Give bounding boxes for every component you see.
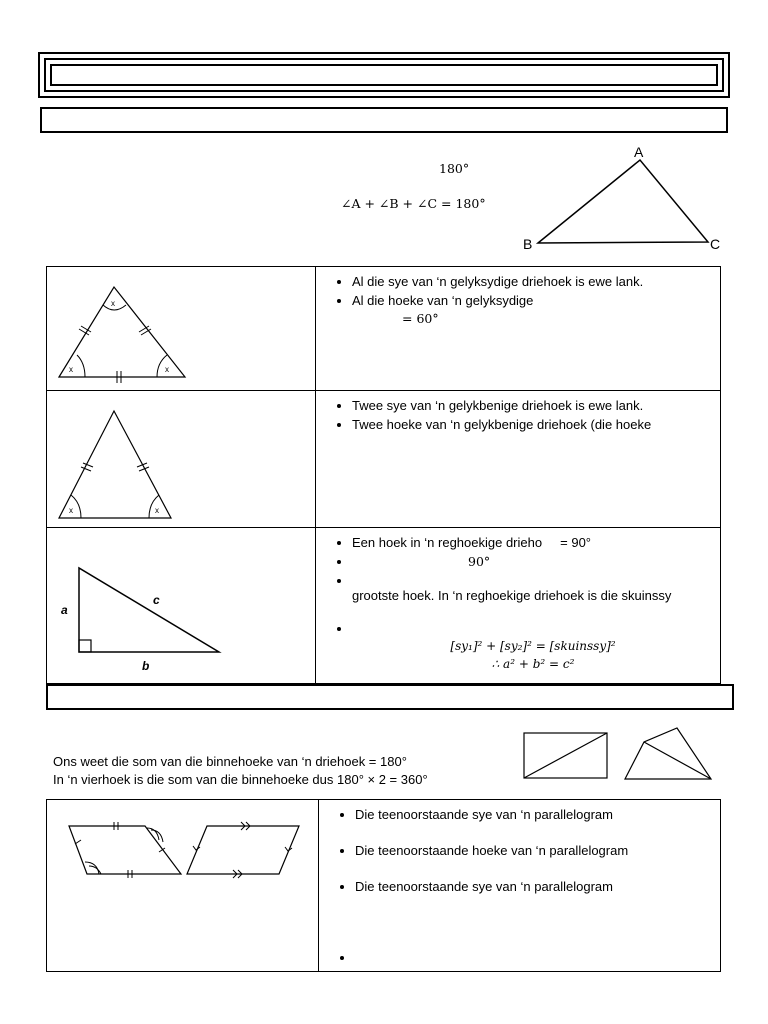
side-c-label: c bbox=[153, 593, 160, 607]
parallelogram-bullet-4 bbox=[355, 948, 720, 967]
triangle-abc-diagram bbox=[518, 142, 728, 254]
table-row-parallelogram bbox=[47, 800, 721, 972]
parallelogram-properties-cell bbox=[319, 800, 721, 972]
pythagoras-formula: ∴ a² + b² = c² bbox=[491, 657, 575, 671]
right-angle-value: 90° bbox=[468, 554, 491, 569]
right-angle-marker bbox=[79, 640, 91, 652]
equilateral-angle-value: = 60° bbox=[402, 311, 439, 326]
angle-sum-label: 180° bbox=[439, 161, 470, 176]
equilateral-diagram-cell bbox=[47, 267, 316, 391]
parallelogram-diagram bbox=[47, 800, 318, 968]
hypotenuse-line: grootste hoek. In ‘n reghoekige driehoek is die skuinssy bbox=[352, 588, 672, 603]
side-b-label: b bbox=[142, 659, 150, 673]
parallelogram-diagram-cell bbox=[47, 800, 319, 972]
parallelogram-parallel-sides bbox=[187, 826, 299, 874]
right-bullet-1: • Een hoek in ‘n reghoekige drieho = 90° bbox=[352, 533, 720, 552]
parallelogram-bullet-3: • Die teenoorstaande sye van ‘n parallelogram bbox=[355, 877, 720, 896]
section-heading-bar-2 bbox=[46, 684, 734, 710]
right-triangle-diagram-cell bbox=[47, 528, 316, 684]
table-row-equilateral bbox=[47, 267, 721, 391]
quadrilateral-intro-line-2: In ‘n vierhoek is die som van die binnehoeke dus 180° × 2 = 360° bbox=[53, 772, 428, 787]
table-row-right-triangle bbox=[47, 528, 721, 684]
pythagoras-formula-words: [sy₁]² + [sy₂]² = [skuinssy]² bbox=[450, 639, 616, 653]
equilateral-right-angle-mark: x bbox=[165, 365, 169, 374]
isosceles-bullet-1: • Twee sye van ‘n gelykbenige driehoek is ewe lank. bbox=[352, 396, 720, 415]
right-triangle-properties-cell bbox=[316, 528, 721, 684]
parallelogram-bullet-1: • Die teenoorstaande sye van ‘n parallelogram bbox=[355, 805, 720, 824]
quadrilateral-split-diagrams bbox=[520, 724, 715, 784]
isosceles-bullet-2: • Twee hoeke van ‘n gelykbenige driehoek (die hoeke bbox=[352, 415, 720, 434]
vertex-c-label: C bbox=[710, 236, 721, 252]
parallelogram-equal-sides bbox=[69, 826, 181, 874]
isosceles-triangle-diagram bbox=[47, 391, 315, 524]
isosceles-diagram-cell bbox=[47, 391, 316, 528]
quadrilateral-intro bbox=[53, 753, 428, 789]
equilateral-apex-angle-mark: x bbox=[111, 299, 115, 308]
angle-sum-equation: ∠A + ∠B + ∠C = 180° bbox=[341, 196, 486, 211]
side-a-label: a bbox=[61, 603, 68, 617]
equilateral-bullet-1: • Al die sye van ‘n gelyksydige driehoek is ewe lank. bbox=[352, 272, 720, 291]
isosceles-left-angle-mark: x bbox=[69, 506, 73, 515]
table-row-isosceles bbox=[47, 391, 721, 528]
title-frame-middle bbox=[44, 58, 724, 92]
right-triangle-diagram bbox=[47, 528, 315, 680]
equilateral-triangle-diagram bbox=[47, 267, 315, 387]
vertex-a-label: A bbox=[634, 144, 644, 160]
parallelogram-table bbox=[46, 799, 721, 972]
title-frame bbox=[38, 52, 730, 98]
right-bullet-2 bbox=[352, 552, 720, 571]
isosceles-right-angle-mark: x bbox=[155, 506, 159, 515]
triangle-types-table bbox=[46, 266, 721, 684]
right-bullet-4 bbox=[352, 619, 720, 637]
section-heading-bar-1 bbox=[40, 107, 728, 133]
isosceles-properties-cell bbox=[316, 391, 721, 528]
vertex-b-label: B bbox=[523, 236, 533, 252]
equilateral-bullet-2: • Al die hoeke van ‘n gelyksydige bbox=[352, 291, 720, 310]
quadrilateral-intro-line-1: Ons weet die som van die binnehoeke van ‘n driehoek = 180° bbox=[53, 754, 407, 769]
equilateral-properties-cell bbox=[316, 267, 721, 391]
triangle-abc-shape bbox=[538, 160, 708, 243]
equilateral-left-angle-mark: x bbox=[69, 365, 73, 374]
title-frame-inner bbox=[50, 64, 718, 86]
parallelogram-bullet-2: • Die teenoorstaande hoeke van ‘n parallelogram bbox=[355, 841, 720, 860]
